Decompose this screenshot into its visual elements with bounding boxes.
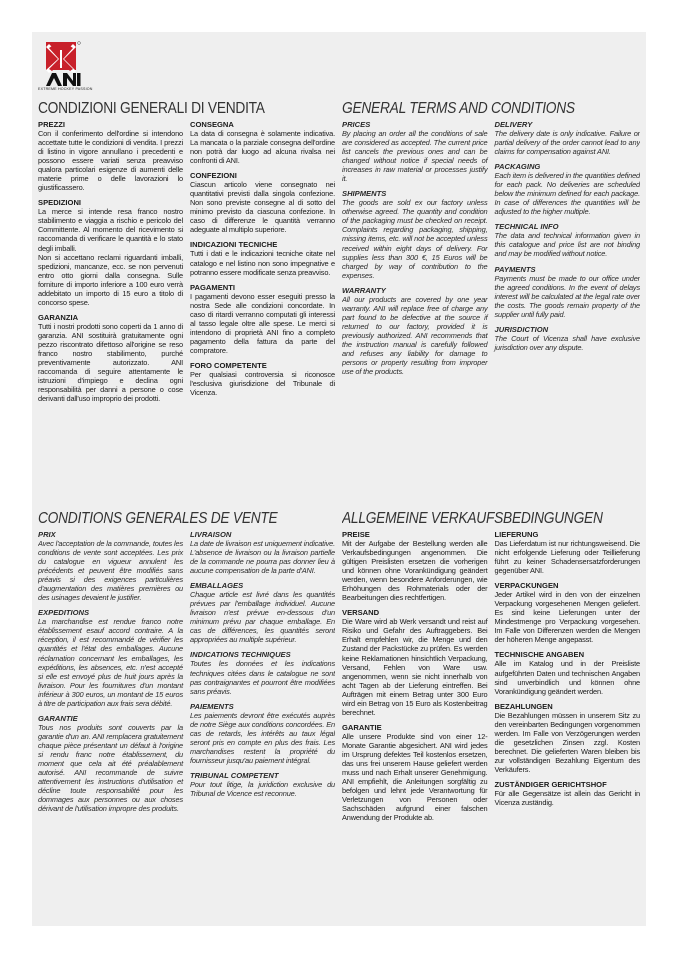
text-prices: By placing an order all the conditions of sale are considered as accepted. The current price list cancels the previous ones and can be changed without notice if special needs of increases in raw material or processes justify it. [342, 129, 488, 184]
heading-bezahlungen: BEZAHLUNGEN [494, 701, 553, 711]
section-title-italian: CONDIZIONI GENERALI DI VENDITA [38, 100, 265, 117]
text-consegna: La data di consegna è solamente indicativa. La mancata o la parziale consegna dell'ordine non potrà dar luogo ad alcuna rivalsa nei confronti di ANI. [190, 129, 335, 166]
french-column-left [38, 530, 183, 819]
text-verpackungen: Jeder Artikel wird in den von der einzelnen Verpackung vorgesehenen Mengen geliefert. Es sind keine Lieferungen unter der Mindestmenge pro Verpackung vorgesehen. Im Falle von Differenzen werden die Mengen der höheren Menge angepasst. [494, 590, 640, 645]
section-title-german: ALLGEMEINE VERKAUFSBEDINGUNGEN [342, 510, 603, 527]
heading-foro-competente: FORO COMPETENTE [190, 360, 267, 370]
heading-tribunal-competent: TRIBUNAL COMPETENT [190, 770, 279, 780]
heading-garantie-fr: GARANTIE [38, 713, 78, 723]
text-lieferung: Das Lieferdatum ist nur richtungsweisend. Die nicht erfolgende Lieferung oder Teillieferung führt zu keiner Schadensersatzforderungen gegenüber ANI. [494, 539, 640, 576]
document-page [32, 32, 646, 926]
text-gerichtshof: Für alle Gegensätze ist allein das Gericht in Vicenza zuständig. [494, 788, 640, 808]
heading-technical-info: TECHNICAL INFO [494, 222, 559, 232]
text-payments: Payments must be made to our office under the agreed conditions. In the event of delays interest will be calculated at the legal rate over the costs. The goods remain property of the supplier until fully paid. [494, 273, 640, 319]
section-english [342, 100, 640, 492]
heading-consegna: CONSEGNA [190, 120, 234, 129]
heading-payments: PAYMENTS [494, 264, 536, 274]
text-jurisdiction: The Court of Vicenza shall have exclusive jurisdiction over any dispute. [494, 333, 640, 352]
section-german [342, 510, 640, 922]
heading-expeditions: EXPEDITIONS [38, 608, 90, 618]
heading-emballages: EMBALLAGES [190, 581, 244, 591]
italian-column-left [38, 120, 183, 409]
text-confezioni: Ciascun articolo viene consegnato nei quantitativi previsti dalla singola confezione. Non sono previste consegne al di sotto del minimo previsto da ciascuna confezione. In caso di differenze le quantità verranno adeguate al multiplo superiore. [190, 180, 335, 235]
english-column-right [495, 120, 641, 382]
heading-shipments: SHIPMENTS [342, 189, 387, 199]
heading-delivery: DELIVERY [494, 120, 533, 129]
section-italian [38, 100, 335, 492]
text-tribunal-competent: Pour tout litige, la juridiction exclusive du Tribunal de Vicence est reconnue. [190, 779, 335, 798]
heading-versand: VERSAND [342, 608, 380, 618]
heading-warranty: WARRANTY [342, 285, 386, 295]
text-spedizioni-1: La merce si intende resa franco nostro stabilimento e viaggia a rischio e pericolo del Committente. Al momento del ricevimento si raccomanda di verificare le quantità e lo stato degli imballi. [38, 207, 183, 253]
english-column-left [342, 120, 488, 382]
text-indications-techniques: Toutes les données et les indications techniques citées dans le catalogue ne sont pas contraignantes et pourront être modifiées sans préavis. [190, 659, 335, 696]
text-preise: Mit der Aufgabe der Bestellung werden alle Verkaufsbedingungen angenommen. Die gültigen Preislisten ersetzen die vorherigen und können ohne Vorankündigung geändert werden, wenn besondere Anforderungen, wie Erhöhungen des Rohmaterials oder der Bearbeitungen dies rechtfertigen. [342, 539, 488, 603]
heading-preise: PREISE [342, 530, 370, 539]
text-pagamenti: I pagamenti devono esser eseguiti presso la nostra Sede alle condizioni concordate. In caso di ritardi verranno computati gli interessi al tasso legale oltre alle spese. Le merci si intendono di proprietà ANI fino a completo pagamento della fattura da parte del compratore. [190, 291, 335, 355]
heading-prix: PRIX [38, 530, 56, 539]
heading-jurisdiction: JURISDICTION [494, 324, 549, 334]
text-warranty: All our products are covered by one year warranty. ANI will replace free of charge any part found to be defective at the source if returned to our factory, provided it is previously authorized. ANI recommends that the instruction manual is carefully followed and refuses any liability for damage to persons or property resulting from improper use of the products. [342, 294, 488, 377]
heading-garanzia: GARANZIA [38, 312, 79, 322]
text-technische-angaben: Alle im Katalog und in der Preisliste aufgeführten Daten und technischen Angaben sind unverbindlich und können ohne Vorankündigung geändert werden. [494, 659, 640, 696]
text-foro-competente: Per qualsiasi controversia si riconosce l'esclusiva giurisdizione del Tribunale di Vicenza. [190, 369, 335, 398]
text-emballages: Chaque article est livré dans les quantités prévues par l'emballage individuel. Aucune livraison n'est prévue en-dessous d'un minimum prévu par chaque emballage. En cas de différences, les quantités seront appropriées au multiple supérieur. [190, 590, 335, 645]
text-bezahlungen: Die Bezahlungen müssen in unserem Sitz zu den vereinbarten Bedingungen vorgenommen werden. Im Falle von Verzögerungen werden die gesetzlichen Zinsen zzgl. Kosten berechnet. Die gelieferten Waren bleiben bis zur vollständigen Bezahlung Eigentum des Verkäufers. [494, 710, 640, 774]
text-delivery: The delivery date is only indicative. Failure or partial delivery of the order cannot lead to any claims for compensation against ANI. [494, 129, 640, 157]
section-title-french: CONDITIONS GENERALES DE VENTE [38, 510, 278, 527]
heading-indicazioni-tecniche: INDICAZIONI TECNICHE [190, 240, 278, 250]
heading-technische-angaben: TECHNISCHE ANGABEN [494, 650, 585, 660]
german-column-right [495, 530, 641, 828]
brand-tagline: EXTREME HOCKEY PASSION [38, 87, 93, 91]
text-technical-info: The data and technical information given in this catalogue and price list are not binding and may be modified without notice. [494, 231, 640, 259]
heading-indications-techniques: INDICATIONS TECHNIQUES [190, 650, 291, 660]
text-garanzia: Tutti i nostri prodotti sono coperti da 1 anno di garanzia. ANI sostituirà gratuitamente ogni pezzo riscontrato difettoso all'origine se reso franco nostro stabilimento, purché preventivamente autorizzato. ANI raccomanda di seguire attentamente le istruzioni d'impiego e declina ogni responsabilità per danni a persone o cose derivanti dall'uso improprio dei prodotti. [38, 321, 183, 404]
text-livraison: La date de livraison est uniquement indicative. L'absence de livraison ou la livraison partielle de la commande ne pourra pas donner lieu à aucune compensation de la parte d'ANI. [190, 539, 335, 576]
heading-pagamenti: PAGAMENTI [190, 282, 235, 292]
text-shipments: The goods are sold ex our factory unless otherwise agreed. The quantity and condition of the packaging must be checked on receipt. Complaints regarding packaging, shipping, missing items, etc. will not be accepted unless received within eight days of delivery. For supplies less than 300 €, 15 Euros will be charged by way of contribution to the expenses. [342, 198, 488, 280]
text-paiements: Les paiements devront être exécutés auprès de notre Siège aux conditions concordées. En cas de retards, les intérêts au taux légal seront pris en compte en plus des frais. Les marchandises restent la propriété du fournisseur jusqu'au paiement intégral. [190, 710, 335, 765]
french-column-right [190, 530, 335, 819]
section-title-english: GENERAL TERMS AND CONDITIONS [342, 100, 575, 117]
text-spedizioni-2: Non si accettano reclami riguardanti imballi, spedizioni, mancanze, ecc. se non pervenuti entro otto giorni dalla consegna. Sulle forniture di importo inferiore a 100 euro verrà addebitato un importo di 15 euro a titolo di concorso spese. [38, 252, 183, 307]
heading-verpackungen: VERPACKUNGEN [494, 581, 559, 591]
text-garantie-de: Alle unsere Produkte sind von einer 12-Monate Garantie abgesichert. ANI wird jedes im Ursprung defektes Teil kostenlos ersetzen, das uns frei unserem Hause geliefert werden muss und nach Erhalt unserer Genehmigung. ANI empfiehlt, die Anleitungen sorgfältig zu befolgen und lehnt jede Verantwortung für Verletzungen von Personen oder Sachschäden aufgrund einer falschen Anwendung der Produkte ab. [342, 731, 488, 823]
text-indicazioni-tecniche: Tutti i dati e le indicazioni tecniche citate nel catalogo e nel listino non sono impegnative e potranno essere modificate senza preavviso. [190, 249, 335, 277]
heading-confezioni: CONFEZIONI [190, 171, 237, 181]
heading-lieferung: LIEFERUNG [494, 530, 539, 539]
heading-gerichtshof: ZUSTÄNDIGER GERICHTSHOF [494, 779, 607, 789]
text-prix: Avec l'acceptation de la commande, toutes les conditions de vente sont acceptées. Les prix du catalogue en vigueur annulent les précédents et peuvent être modifiés sans préavis si des exigences particulières d'augmentation des matières premières ou des usinages devaient le justifier. [38, 539, 183, 603]
heading-spedizioni: SPEDIZIONI [38, 198, 82, 208]
text-expeditions: La marchandise est rendue franco notre établissement esauf accord contraire. A la réception, il est recommandé de vérifier les quantités et l'état des emballages. Aucune réclamation concernant les emballages, les expéditions, les absences, etc. n'est accepté si elle est envoyé plus de huit jours après la livraison. Pour les fournitures d'un montant inférieur à 300 euros, un montant de 15 euros à titre de participation aux frais sera débité. [38, 617, 183, 708]
heading-garantie-de: GARANTIE [342, 722, 382, 732]
heading-packaging: PACKAGING [494, 162, 541, 172]
ani-logo [38, 40, 116, 92]
german-column-left [342, 530, 488, 828]
heading-livraison: LIVRAISON [190, 530, 232, 539]
section-french [38, 510, 335, 922]
heading-prices: PRICES [342, 120, 371, 129]
heading-prezzi: PREZZI [38, 120, 66, 129]
italian-column-right [190, 120, 335, 409]
text-versand: Die Ware wird ab Werk versandt und reist auf Risiko und Gefahr des Auftraggebers. Bei Erhalt empfehlen wir, die Menge und den Zustand der Packstücke zu prüfen. Es werden keine Reklamationen hinsichtlich Verpackung, Versand, Fehlen von Ware usw. angenommen, wenn sie nicht innerhalb von acht Tagen ab der Lieferung eintreffen. Bei Aufträgen mit einem Betrag unter 300 Euro wird ein Betrag von 15 Euro als Kostenbeitrag berechnet. [342, 617, 488, 717]
text-garantie-fr: Tous nos produits sont couverts par la garantie d'un an. ANI remplacera gratuitement chaque pièce présentant un défaut à l'origine si rendu franc notre établissement, du moment que cela ait été préalablement autorisé. ANI recommande de suivre attentivement les instructions d'utilisation et décline toute responsabilité pour les dommages aux personnes ou aux choses dérivant de l'utilisation impropre des produits. [38, 722, 183, 814]
heading-paiements: PAIEMENTS [190, 701, 234, 711]
text-packaging: Each item is delivered in the quantities defined for each pack. No deliveries are scheduled below the minimum defined for each package. In case of differences the quantities will be adjusted to the higher multiple. [494, 171, 640, 217]
text-prezzi: Con il conferimento dell'ordine si intendono accettate tutte le condizioni di vendita. I prezzi di listino in vigore annullano i precedenti e possono essere variati senza preavviso qualora particolari esigenze di aumenti delle materie prime o delle lavorazioni lo giustificassero. [38, 129, 183, 193]
